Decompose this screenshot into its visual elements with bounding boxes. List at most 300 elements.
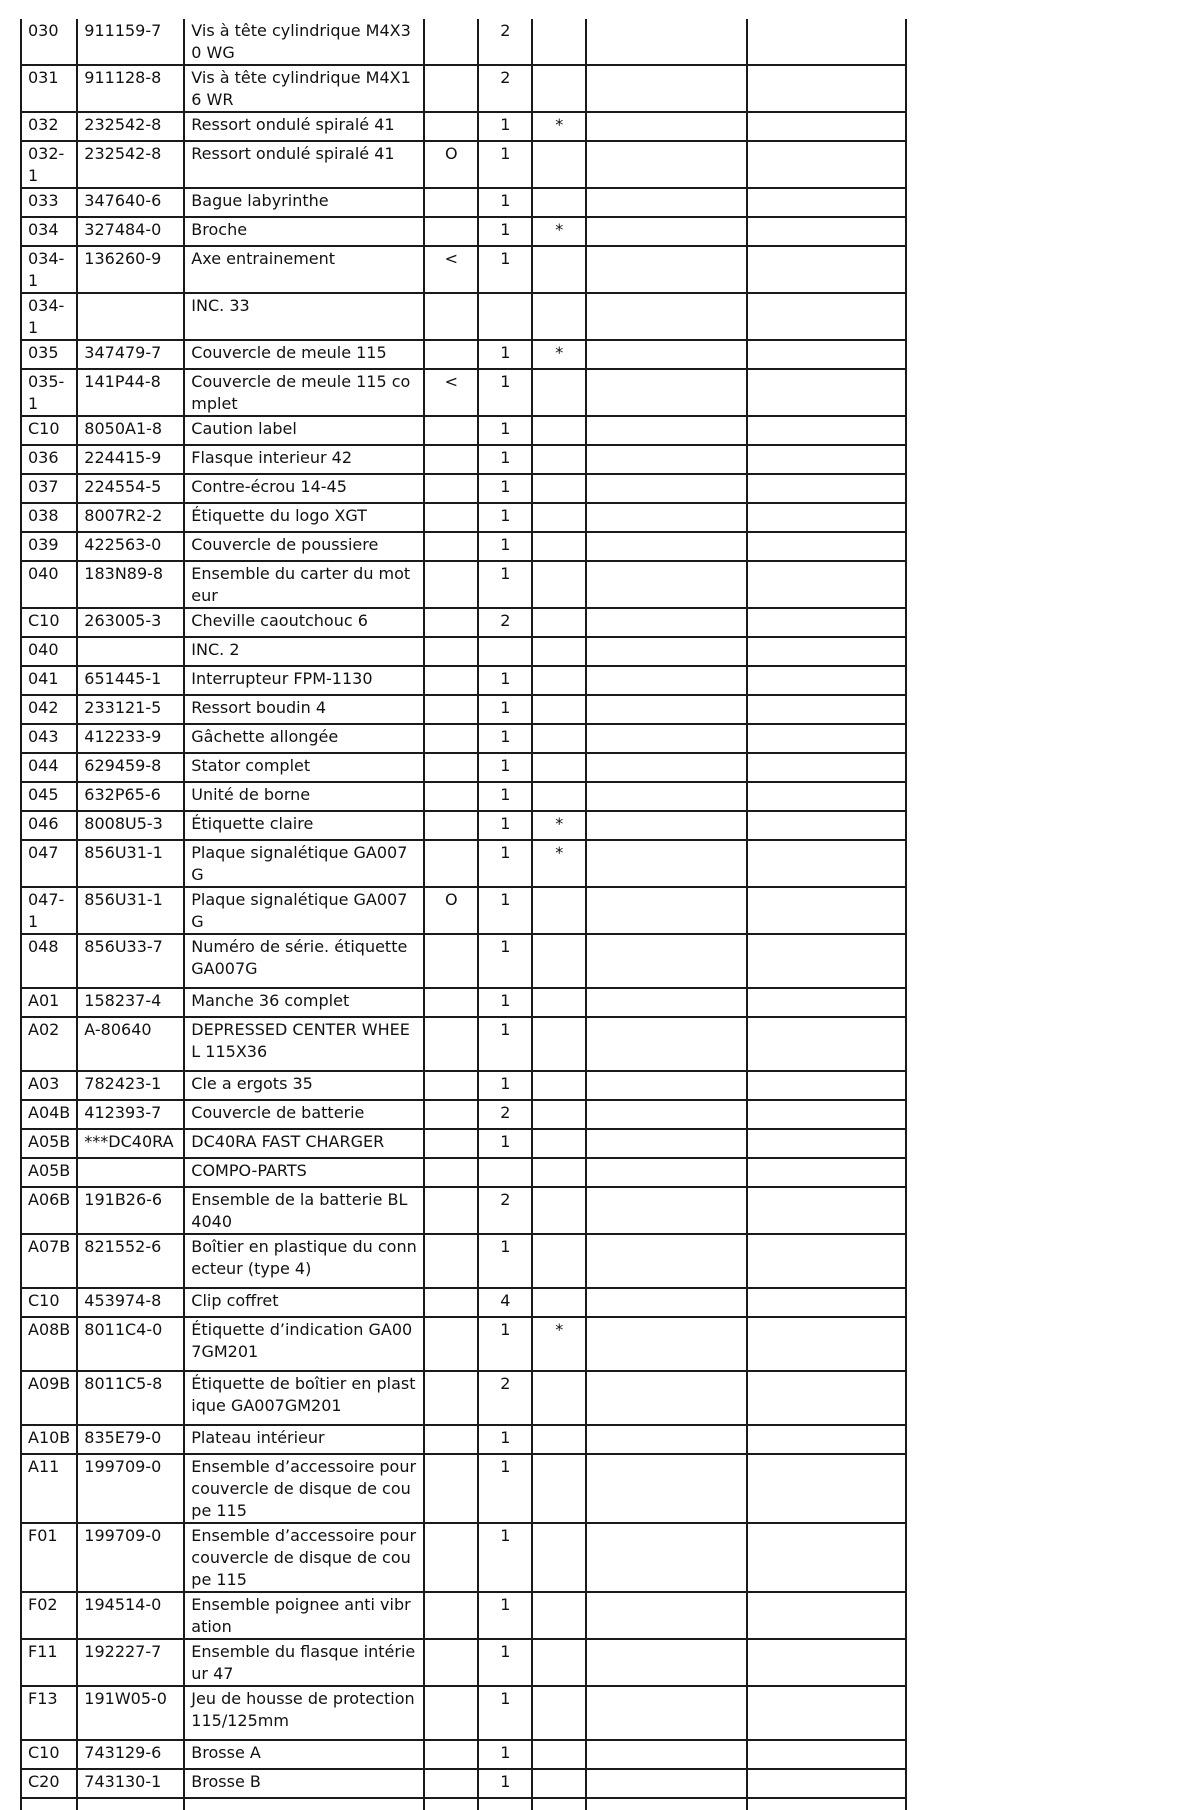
description-text: Gâchette allongée: [191, 727, 339, 746]
description-cell: [184, 1686, 424, 1740]
part-number-cell: 651445-1: [77, 666, 184, 695]
quantity-cell: 1: [478, 503, 532, 532]
quantity-cell: 1: [478, 782, 532, 811]
blank-cell-2: [747, 65, 906, 112]
description-text: Clip coffret: [191, 1291, 279, 1310]
item-number-cell: A05B: [21, 1158, 77, 1187]
description-text: Axe entrainement: [191, 249, 336, 268]
blank-cell-2: [747, 666, 906, 695]
description-cell: [184, 217, 424, 246]
blank-cell-1: [586, 988, 747, 1017]
item-number-cell: 043: [21, 724, 77, 753]
table-row: [21, 934, 906, 988]
item-number-cell: 036: [21, 445, 77, 474]
description-text: Manche 36 complet: [191, 991, 350, 1010]
part-number-cell: 191W05-0: [77, 1686, 184, 1740]
blank-cell-2: [747, 188, 906, 217]
item-number-cell: 039: [21, 532, 77, 561]
quantity-cell: 1: [478, 811, 532, 840]
part-number-cell: 8011C4-0: [77, 1317, 184, 1371]
blank-cell-2: [747, 840, 906, 887]
blank-cell-2: [747, 503, 906, 532]
part-number-cell: 194514-0: [77, 1592, 184, 1639]
part-number-cell: [77, 1158, 184, 1187]
item-number-cell: C10: [21, 416, 77, 445]
description-cell: [184, 811, 424, 840]
table-row: [21, 782, 906, 811]
continued-cell: [478, 1798, 532, 1810]
note-mark-cell: [424, 811, 478, 840]
quantity-cell: [478, 293, 532, 340]
blank-cell-2: [747, 1454, 906, 1523]
description-text: DC40RA FAST CHARGER: [191, 1132, 385, 1151]
part-number-cell: 263005-3: [77, 608, 184, 637]
table-row: [21, 112, 906, 141]
blank-cell-1: [586, 1317, 747, 1371]
table-row: [21, 1769, 906, 1798]
item-number-cell: A09B: [21, 1371, 77, 1425]
blank-cell-2: [747, 637, 906, 666]
asterisk-mark-cell: [532, 141, 586, 188]
blank-cell-2: [747, 782, 906, 811]
quantity-cell: 4: [478, 1288, 532, 1317]
blank-cell-2: [747, 1686, 906, 1740]
description-text: INC. 2: [191, 640, 240, 659]
blank-cell-2: [747, 416, 906, 445]
note-mark-cell: <: [424, 369, 478, 416]
part-number-cell: 199709-0: [77, 1523, 184, 1592]
note-mark-cell: [424, 112, 478, 141]
description-text: Bague labyrinthe: [191, 191, 329, 210]
part-number-cell: 8008U5-3: [77, 811, 184, 840]
table-row: [21, 416, 906, 445]
table-row: [21, 1071, 906, 1100]
description-text: Ensemble du flasque intérieur 47: [191, 1642, 416, 1683]
note-mark-cell: [424, 1187, 478, 1234]
note-mark-cell: [424, 416, 478, 445]
quantity-cell: 1: [478, 1686, 532, 1740]
item-number-cell: F11: [21, 1639, 77, 1686]
asterisk-mark-cell: [532, 474, 586, 503]
blank-cell-2: [747, 1100, 906, 1129]
description-text: Broche: [191, 220, 248, 239]
description-cell: [184, 416, 424, 445]
description-text: Boîtier en plastique du connecteur (type 4): [191, 1237, 417, 1278]
description-text: Ressort boudin 4: [191, 698, 327, 717]
description-cell: [184, 561, 424, 608]
asterisk-mark-cell: [532, 1371, 586, 1425]
quantity-cell: 1: [478, 246, 532, 293]
part-number-cell: 141P44-8: [77, 369, 184, 416]
table-row: [21, 608, 906, 637]
quantity-cell: 1: [478, 840, 532, 887]
asterisk-mark-cell: [532, 1158, 586, 1187]
quantity-cell: 2: [478, 608, 532, 637]
quantity-cell: 1: [478, 724, 532, 753]
blank-cell-1: [586, 724, 747, 753]
quantity-cell: 1: [478, 112, 532, 141]
table-row: [21, 141, 906, 188]
item-number-cell: A01: [21, 988, 77, 1017]
description-text: Caution label: [191, 419, 297, 438]
blank-cell-1: [586, 1100, 747, 1129]
item-number-cell: A03: [21, 1071, 77, 1100]
part-number-cell: 412393-7: [77, 1100, 184, 1129]
part-number-cell: 453974-8: [77, 1288, 184, 1317]
blank-cell-1: [586, 695, 747, 724]
asterisk-mark-cell: [532, 666, 586, 695]
description-cell: [184, 1371, 424, 1425]
blank-cell-2: [747, 1740, 906, 1769]
part-number-cell: A-80640: [77, 1017, 184, 1071]
item-number-cell: A05B: [21, 1129, 77, 1158]
asterisk-mark-cell: [532, 1686, 586, 1740]
table-row: [21, 1158, 906, 1187]
blank-cell-2: [747, 445, 906, 474]
table-row: [21, 811, 906, 840]
description-text: Ensemble de la batterie BL4040: [191, 1190, 408, 1231]
part-number-cell: [77, 293, 184, 340]
blank-cell-1: [586, 1592, 747, 1639]
description-text: Cle a ergots 35: [191, 1074, 313, 1093]
description-cell: [184, 1523, 424, 1592]
part-number-cell: 743130-1: [77, 1769, 184, 1798]
blank-cell-1: [586, 753, 747, 782]
asterisk-mark-cell: [532, 608, 586, 637]
description-cell: [184, 503, 424, 532]
item-number-cell: 034-1: [21, 246, 77, 293]
quantity-cell: 2: [478, 1371, 532, 1425]
description-text: Étiquette claire: [191, 814, 314, 833]
part-number-cell: 856U33-7: [77, 934, 184, 988]
continued-cell: [21, 1798, 77, 1810]
asterisk-mark-cell: [532, 445, 586, 474]
blank-cell-1: [586, 887, 747, 934]
note-mark-cell: [424, 1371, 478, 1425]
asterisk-mark-cell: *: [532, 1317, 586, 1371]
quantity-cell: 1: [478, 1234, 532, 1288]
blank-cell-1: [586, 340, 747, 369]
blank-cell-2: [747, 293, 906, 340]
blank-cell-2: [747, 474, 906, 503]
table-row: [21, 474, 906, 503]
description-text: Couvercle de meule 115: [191, 343, 387, 362]
note-mark-cell: [424, 840, 478, 887]
blank-cell-1: [586, 1371, 747, 1425]
blank-cell-1: [586, 666, 747, 695]
quantity-cell: 1: [478, 188, 532, 217]
asterisk-mark-cell: [532, 724, 586, 753]
item-number-cell: 044: [21, 753, 77, 782]
quantity-cell: 1: [478, 561, 532, 608]
item-number-cell: 047-1: [21, 887, 77, 934]
description-cell: [184, 724, 424, 753]
note-mark-cell: [424, 217, 478, 246]
table-row: [21, 369, 906, 416]
blank-cell-2: [747, 1234, 906, 1288]
blank-cell-2: [747, 887, 906, 934]
description-cell: [184, 637, 424, 666]
description-cell: [184, 608, 424, 637]
item-number-cell: A10B: [21, 1425, 77, 1454]
parts-list-body: [21, 19, 906, 1810]
description-cell: [184, 19, 424, 65]
asterisk-mark-cell: [532, 1740, 586, 1769]
blank-cell-1: [586, 1158, 747, 1187]
blank-cell-1: [586, 1234, 747, 1288]
description-text: Couvercle de meule 115 complet: [191, 372, 411, 413]
part-number-cell: 8050A1-8: [77, 416, 184, 445]
part-number-cell: 835E79-0: [77, 1425, 184, 1454]
item-number-cell: 033: [21, 188, 77, 217]
description-cell: [184, 988, 424, 1017]
description-cell: [184, 1288, 424, 1317]
item-number-cell: 035-1: [21, 369, 77, 416]
description-cell: [184, 840, 424, 887]
description-cell: [184, 65, 424, 112]
description-cell: [184, 1187, 424, 1234]
blank-cell-2: [747, 1288, 906, 1317]
note-mark-cell: [424, 1740, 478, 1769]
table-row: [21, 445, 906, 474]
description-cell: [184, 1017, 424, 1071]
asterisk-mark-cell: [532, 246, 586, 293]
note-mark-cell: [424, 1129, 478, 1158]
quantity-cell: 1: [478, 1523, 532, 1592]
blank-cell-2: [747, 532, 906, 561]
part-number-cell: 327484-0: [77, 217, 184, 246]
description-cell: [184, 1592, 424, 1639]
quantity-cell: 2: [478, 19, 532, 65]
item-number-cell: 038: [21, 503, 77, 532]
quantity-cell: 2: [478, 65, 532, 112]
blank-cell-1: [586, 1769, 747, 1798]
description-cell: [184, 1234, 424, 1288]
blank-cell-2: [747, 1371, 906, 1425]
note-mark-cell: [424, 445, 478, 474]
blank-cell-2: [747, 141, 906, 188]
asterisk-mark-cell: [532, 188, 586, 217]
blank-cell-2: [747, 695, 906, 724]
table-row: [21, 1234, 906, 1288]
parts-list-table: [20, 19, 907, 1810]
table-row: [21, 503, 906, 532]
note-mark-cell: O: [424, 887, 478, 934]
note-mark-cell: [424, 1071, 478, 1100]
part-number-cell: 629459-8: [77, 753, 184, 782]
quantity-cell: 1: [478, 474, 532, 503]
description-cell: [184, 1100, 424, 1129]
item-number-cell: A11: [21, 1454, 77, 1523]
quantity-cell: 1: [478, 340, 532, 369]
description-text: Couvercle de poussiere: [191, 535, 379, 554]
part-number-cell: 347640-6: [77, 188, 184, 217]
item-number-cell: F13: [21, 1686, 77, 1740]
table-row: [21, 637, 906, 666]
item-number-cell: 048: [21, 934, 77, 988]
part-number-cell: 632P65-6: [77, 782, 184, 811]
asterisk-mark-cell: [532, 1425, 586, 1454]
asterisk-mark-cell: [532, 1129, 586, 1158]
blank-cell-2: [747, 217, 906, 246]
blank-cell-1: [586, 1288, 747, 1317]
description-text: Ensemble du carter du moteur: [191, 564, 411, 605]
description-text: Jeu de housse de protection 115/125mm: [191, 1689, 415, 1730]
quantity-cell: 1: [478, 416, 532, 445]
part-number-cell: [77, 637, 184, 666]
part-number-cell: 412233-9: [77, 724, 184, 753]
blank-cell-1: [586, 811, 747, 840]
description-cell: [184, 1769, 424, 1798]
blank-cell-2: [747, 369, 906, 416]
asterisk-mark-cell: [532, 1639, 586, 1686]
item-number-cell: 045: [21, 782, 77, 811]
table-row: [21, 753, 906, 782]
description-text: Stator complet: [191, 756, 311, 775]
part-number-cell: 136260-9: [77, 246, 184, 293]
table-row: [21, 1129, 906, 1158]
table-row: [21, 217, 906, 246]
item-number-cell: 042: [21, 695, 77, 724]
description-text: Contre-écrou 14-45: [191, 477, 347, 496]
item-number-cell: 047: [21, 840, 77, 887]
item-number-cell: 031: [21, 65, 77, 112]
part-number-cell: 232542-8: [77, 141, 184, 188]
table-row: [21, 1523, 906, 1592]
asterisk-mark-cell: [532, 934, 586, 988]
blank-cell-1: [586, 445, 747, 474]
description-text: Ressort ondulé spiralé 41: [191, 115, 395, 134]
note-mark-cell: <: [424, 246, 478, 293]
item-number-cell: A07B: [21, 1234, 77, 1288]
blank-cell-1: [586, 369, 747, 416]
note-mark-cell: [424, 1769, 478, 1798]
description-cell: [184, 1317, 424, 1371]
description-text: Plaque signalétique GA007G: [191, 843, 408, 884]
table-row: [21, 188, 906, 217]
asterisk-mark-cell: *: [532, 217, 586, 246]
table-row: [21, 666, 906, 695]
asterisk-mark-cell: [532, 1100, 586, 1129]
description-cell: [184, 474, 424, 503]
part-number-cell: 192227-7: [77, 1639, 184, 1686]
description-text: Flasque interieur 42: [191, 448, 353, 467]
table-row: [21, 246, 906, 293]
description-text: Étiquette de boîtier en plastique GA007GM201: [191, 1374, 416, 1415]
blank-cell-2: [747, 1425, 906, 1454]
blank-cell-1: [586, 188, 747, 217]
blank-cell-1: [586, 608, 747, 637]
table-row: [21, 1686, 906, 1740]
item-number-cell: 040: [21, 561, 77, 608]
asterisk-mark-cell: [532, 1187, 586, 1234]
item-number-cell: 032: [21, 112, 77, 141]
description-text: COMPO-PARTS: [191, 1161, 307, 1180]
description-cell: [184, 1158, 424, 1187]
item-number-cell: 040: [21, 637, 77, 666]
description-cell: [184, 1129, 424, 1158]
description-cell: [184, 188, 424, 217]
asterisk-mark-cell: *: [532, 811, 586, 840]
quantity-cell: 1: [478, 141, 532, 188]
blank-cell-2: [747, 753, 906, 782]
part-number-cell: 199709-0: [77, 1454, 184, 1523]
blank-cell-1: [586, 1639, 747, 1686]
continued-cell: [747, 1798, 906, 1810]
note-mark-cell: [424, 474, 478, 503]
description-text: Vis à tête cylindrique M4X16 WR: [191, 68, 411, 109]
table-row-continued: [21, 1798, 906, 1810]
description-text: Plaque signalétique GA007G: [191, 890, 408, 931]
blank-cell-2: [747, 1129, 906, 1158]
part-number-cell: 158237-4: [77, 988, 184, 1017]
asterisk-mark-cell: [532, 19, 586, 65]
asterisk-mark-cell: [532, 1769, 586, 1798]
item-number-cell: A08B: [21, 1317, 77, 1371]
table-row: [21, 1371, 906, 1425]
quantity-cell: 1: [478, 1769, 532, 1798]
asterisk-mark-cell: [532, 532, 586, 561]
quantity-cell: 2: [478, 1100, 532, 1129]
asterisk-mark-cell: [532, 1592, 586, 1639]
blank-cell-2: [747, 1158, 906, 1187]
table-row: [21, 340, 906, 369]
quantity-cell: 1: [478, 934, 532, 988]
quantity-cell: 1: [478, 1425, 532, 1454]
blank-cell-1: [586, 293, 747, 340]
note-mark-cell: [424, 782, 478, 811]
table-row: [21, 1740, 906, 1769]
note-mark-cell: [424, 188, 478, 217]
asterisk-mark-cell: *: [532, 340, 586, 369]
description-text: Plateau intérieur: [191, 1428, 325, 1447]
note-mark-cell: [424, 1454, 478, 1523]
blank-cell-1: [586, 217, 747, 246]
blank-cell-1: [586, 112, 747, 141]
blank-cell-1: [586, 1187, 747, 1234]
description-cell: [184, 445, 424, 474]
asterisk-mark-cell: [532, 1288, 586, 1317]
part-number-cell: 821552-6: [77, 1234, 184, 1288]
table-row: [21, 1187, 906, 1234]
quantity-cell: 2: [478, 1187, 532, 1234]
blank-cell-2: [747, 1317, 906, 1371]
table-row: [21, 1639, 906, 1686]
asterisk-mark-cell: [532, 1017, 586, 1071]
description-cell: [184, 293, 424, 340]
item-number-cell: F01: [21, 1523, 77, 1592]
table-row: [21, 1017, 906, 1071]
item-number-cell: F02: [21, 1592, 77, 1639]
blank-cell-2: [747, 1071, 906, 1100]
quantity-cell: 1: [478, 1454, 532, 1523]
item-number-cell: A02: [21, 1017, 77, 1071]
description-cell: [184, 1639, 424, 1686]
part-number-cell: 224415-9: [77, 445, 184, 474]
table-row: [21, 293, 906, 340]
note-mark-cell: [424, 988, 478, 1017]
quantity-cell: 1: [478, 1071, 532, 1100]
blank-cell-2: [747, 246, 906, 293]
quantity-cell: 1: [478, 1639, 532, 1686]
description-text: Brosse B: [191, 1772, 261, 1791]
description-text: Ensemble d’accessoire pour couvercle de disque de coupe 115: [191, 1526, 417, 1589]
blank-cell-2: [747, 1769, 906, 1798]
blank-cell-1: [586, 1454, 747, 1523]
item-number-cell: 034-1: [21, 293, 77, 340]
table-row: [21, 1454, 906, 1523]
note-mark-cell: [424, 1288, 478, 1317]
